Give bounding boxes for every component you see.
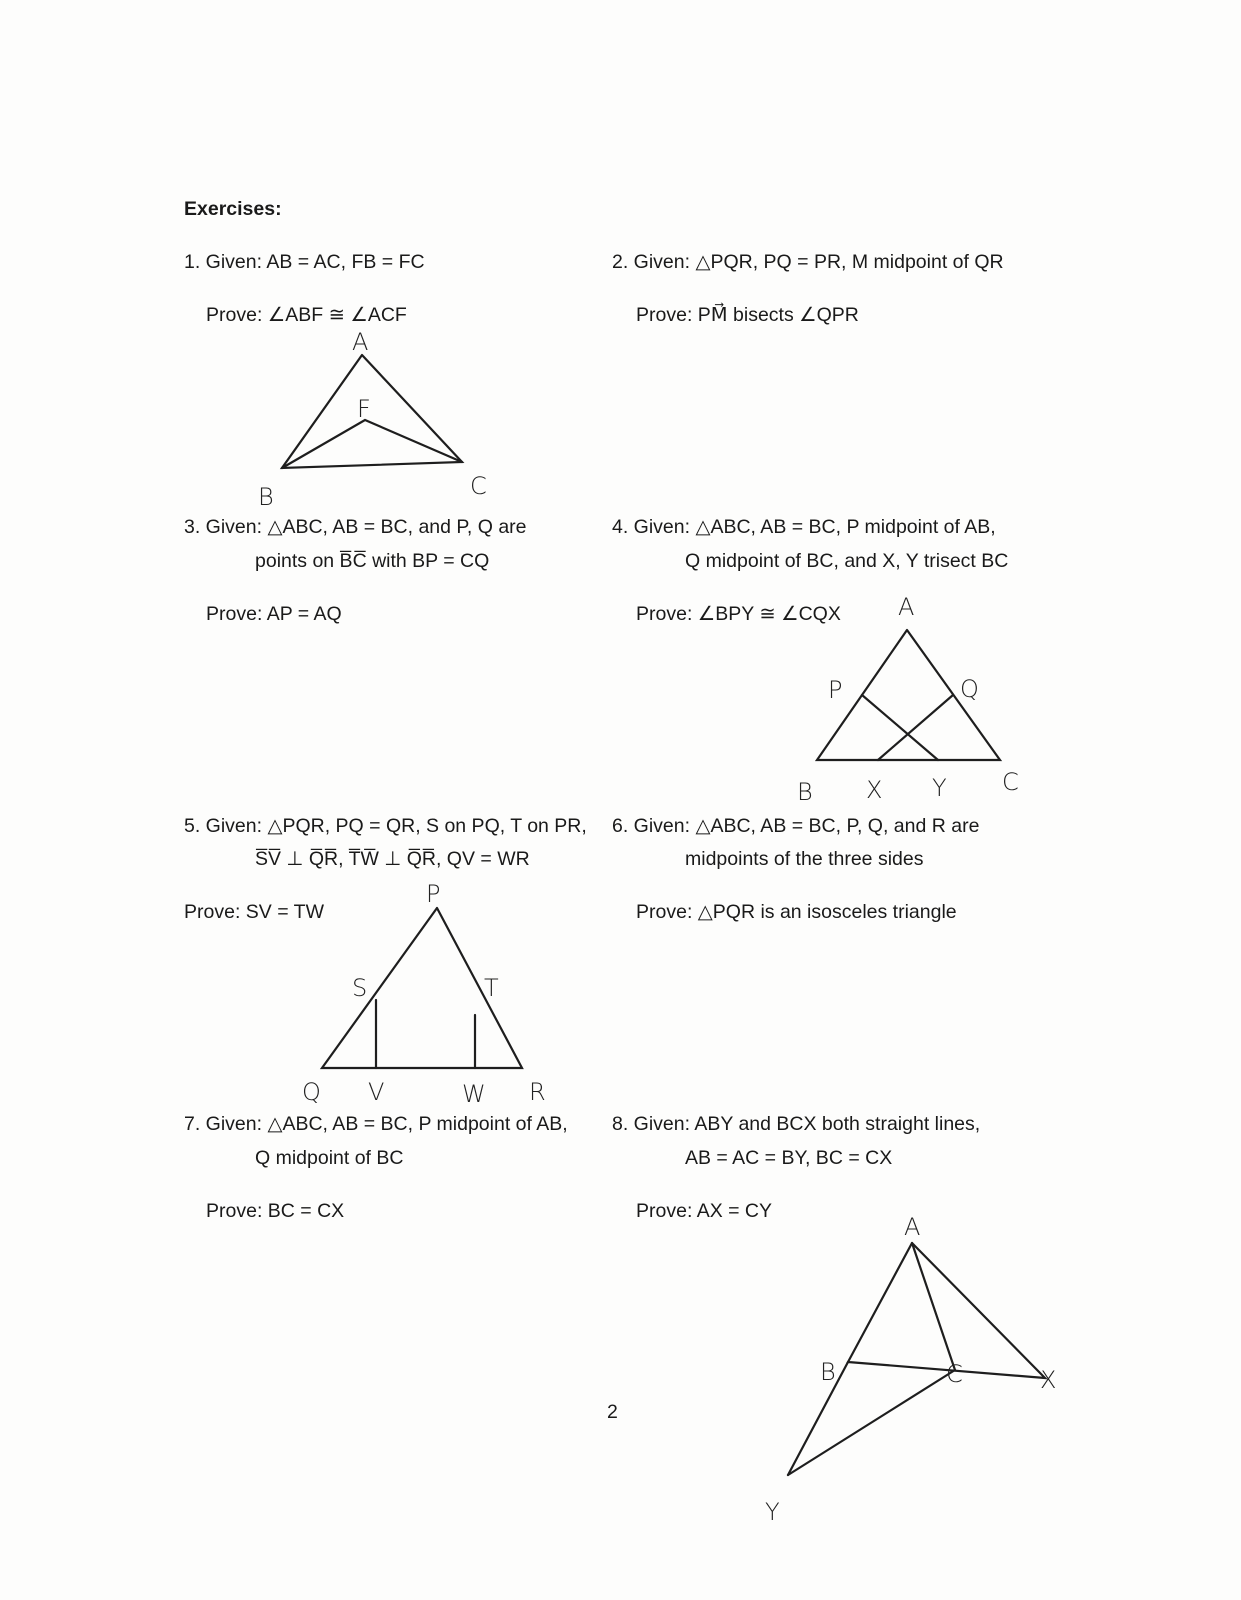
exercise-6-given-line2: midpoints of the three sides [685, 848, 924, 870]
label-A: A [352, 328, 369, 356]
exercise-5-prove: Prove: SV = TW [184, 901, 324, 923]
exercise-4-prove: Prove: ∠BPY ≅ ∠CQX [636, 603, 841, 625]
label-Q: Q [302, 1078, 321, 1106]
figure-1-triangle [258, 328, 487, 511]
label-B: B [258, 483, 274, 511]
label-S: S [352, 974, 368, 1002]
exercise-3-given-line2: points on B̅C̅ with BP = CQ [255, 550, 490, 572]
exercise-3-prove: Prove: AP = AQ [206, 603, 342, 625]
exercise-8-given-line2: AB = AC = BY, BC = CX [685, 1147, 893, 1169]
figure-5-triangle [302, 880, 546, 1108]
exercise-1-given: 1. Given: AB = AC, FB = FC [184, 251, 425, 273]
label-A: A [904, 1213, 921, 1241]
exercise-6-given: 6. Given: △ABC, AB = BC, P, Q, and R are [612, 815, 980, 837]
label-C: C [470, 472, 487, 500]
exercise-6-prove: Prove: △PQR is an isosceles triangle [636, 901, 957, 923]
label-Y: Y [932, 774, 947, 802]
label-Q: Q [960, 675, 979, 703]
exercise-5-given-line2: S̅V̅ ⊥ Q̅R̅, T̅W̅ ⊥ Q̅R̅, QV = WR [255, 848, 530, 870]
label-C: C [946, 1360, 963, 1388]
exercise-8-prove: Prove: AX = CY [636, 1200, 773, 1222]
exercise-5-given: 5. Given: △PQR, PQ = QR, S on PQ, T on PR, [184, 815, 587, 837]
label-B: B [820, 1358, 836, 1386]
exercise-2-given: 2. Given: △PQR, PQ = PR, M midpoint of QR [612, 251, 1004, 273]
label-W: W [462, 1080, 486, 1108]
exercise-2-prove: Prove: PM⃗ bisects ∠QPR [636, 304, 859, 326]
page-number: 2 [607, 1401, 618, 1423]
label-V: V [368, 1078, 385, 1106]
label-P: P [828, 676, 843, 704]
label-T: T [484, 974, 499, 1002]
label-X: X [866, 776, 883, 804]
exercise-4-given: 4. Given: △ABC, AB = BC, P midpoint of AB, [612, 516, 996, 538]
exercise-8-given: 8. Given: ABY and BCX both straight lines, [612, 1113, 981, 1135]
label-X: X [1040, 1366, 1057, 1394]
exercises-heading: Exercises: [184, 198, 282, 220]
label-R: R [529, 1078, 546, 1106]
label-F: F [357, 395, 371, 423]
figure-8-diagram [765, 1213, 1056, 1526]
label-A: A [898, 593, 915, 621]
label-B: B [797, 778, 813, 806]
exercise-7-given-line2: Q midpoint of BC [255, 1147, 404, 1169]
exercise-1-prove: Prove: ∠ABF ≅ ∠ACF [206, 304, 407, 326]
exercise-3-given: 3. Given: △ABC, AB = BC, and P, Q are [184, 516, 527, 538]
label-Y: Y [765, 1498, 780, 1526]
exercise-7-given: 7. Given: △ABC, AB = BC, P midpoint of AB, [184, 1113, 568, 1135]
label-C: C [1002, 768, 1019, 796]
exercise-7-prove: Prove: BC = CX [206, 1200, 345, 1222]
exercise-4-given-line2: Q midpoint of BC, and X, Y trisect BC [685, 550, 1009, 572]
label-P: P [426, 880, 441, 908]
